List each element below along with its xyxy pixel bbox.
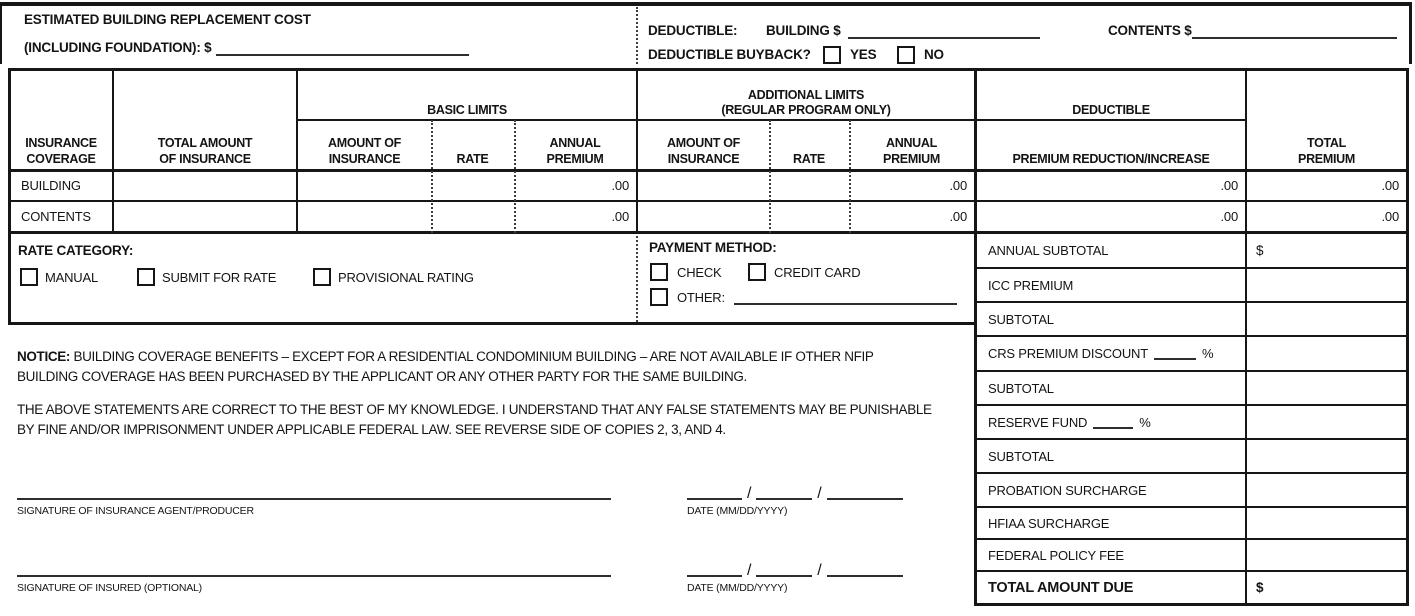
buyback-yes-checkbox[interactable] <box>823 46 841 64</box>
header-insurance-coverage: INSURANCE COVERAGE <box>25 136 97 166</box>
payment-method-title: PAYMENT METHOD: <box>649 240 777 255</box>
insured-signature-label: SIGNATURE OF INSURED (OPTIONAL) <box>17 582 202 594</box>
estimated-cost-field[interactable] <box>216 40 469 56</box>
reserve-fund-percent-field[interactable] <box>1093 416 1133 429</box>
summary-value-crs-discount[interactable] <box>1247 337 1406 370</box>
contents-total-premium-cell[interactable]: .00 <box>1381 209 1399 224</box>
table-right-border <box>1406 68 1409 606</box>
rate-submit-checkbox[interactable] <box>137 268 155 286</box>
agent-signature-line[interactable] <box>17 498 611 500</box>
insured-date-label: DATE (MM/DD/YYYY) <box>687 582 788 594</box>
payment-other-label: OTHER: <box>677 290 725 305</box>
summary-row-reserve-fund: RESERVE FUND % <box>988 414 1151 430</box>
contents-basic-premium-cell[interactable]: .00 <box>611 209 629 224</box>
buyback-no-label: NO <box>924 47 944 62</box>
payment-method-divider <box>636 236 638 322</box>
summary-row-subtotal-1: SUBTOTAL <box>988 311 1054 327</box>
contents-row-label: CONTENTS <box>21 209 91 224</box>
deductible-contents-field[interactable] <box>1192 23 1397 39</box>
agent-date-day-field[interactable] <box>756 484 812 500</box>
header-additional-amount: AMOUNT OF INSURANCE <box>667 136 740 166</box>
payment-check-label: CHECK <box>677 265 722 280</box>
top-left-border <box>0 2 2 64</box>
header-basic-limits: BASIC LIMITS <box>427 103 507 117</box>
header-basic-annual-premium: ANNUAL PREMIUM <box>546 136 604 166</box>
deductible-building-label: BUILDING $ <box>766 23 841 38</box>
building-row-label: BUILDING <box>21 178 81 193</box>
including-foundation-label: (INCLUDING FOUNDATION): $ <box>24 40 212 55</box>
rate-manual-checkbox[interactable] <box>20 268 38 286</box>
summary-value-subtotal-2[interactable] <box>1247 372 1406 404</box>
agent-date-field[interactable] <box>687 484 903 500</box>
header-additional-annual-premium: ANNUAL PREMIUM <box>883 136 940 166</box>
notice-paragraph-2-line-2: BY FINE AND/OR IMPRISONMENT UNDER APPLICABLE FEDERAL LAW. SEE REVERSE SIDE OF COPIES 2, 3, AND 4. <box>17 422 726 437</box>
notice-paragraph-1-line-1: NOTICE: BUILDING COVERAGE BENEFITS – EXCEPT FOR A RESIDENTIAL CONDOMINIUM BUILDING – ARE NOT AVAILABLE IF OTHER NFIP <box>17 349 874 364</box>
rate-manual-label: MANUAL <box>45 270 98 285</box>
rate-provisional-label: PROVISIONAL RATING <box>338 270 474 285</box>
deductible-building-field[interactable] <box>848 23 1040 39</box>
header-basic-amount: AMOUNT OF INSURANCE <box>328 136 401 166</box>
header-premium-reduction: PREMIUM REDUCTION/INCREASE <box>1012 152 1210 166</box>
insured-date-day-field[interactable] <box>756 561 812 577</box>
summary-row-subtotal-3: SUBTOTAL <box>988 448 1054 464</box>
date-slash: / <box>747 562 752 579</box>
payment-other-field[interactable] <box>734 290 957 305</box>
payment-check-checkbox[interactable] <box>650 263 668 281</box>
insured-signature-line[interactable] <box>17 575 611 577</box>
building-basic-premium-cell[interactable]: .00 <box>611 178 629 193</box>
summary-bottom-border <box>975 603 1409 606</box>
header-total-amount: TOTAL AMOUNT OF INSURANCE <box>157 136 253 166</box>
summary-row-annual-subtotal: ANNUAL SUBTOTAL <box>988 243 1109 258</box>
summary-value-reserve-fund[interactable] <box>1247 406 1406 438</box>
notice-label: NOTICE: <box>17 349 71 364</box>
summary-value-total-amount-due[interactable]: $ <box>1256 580 1264 595</box>
building-additional-premium-cell[interactable]: .00 <box>949 178 967 193</box>
header-additional-limits: ADDITIONAL LIMITS (REGULAR PROGRAM ONLY) <box>721 88 891 117</box>
summary-value-federal-policy-fee[interactable] <box>1247 540 1406 570</box>
summary-row-crs-discount: CRS PREMIUM DISCOUNT % <box>988 346 1214 361</box>
top-border <box>0 2 1412 6</box>
header-deductible-group: DEDUCTIBLE <box>1072 103 1150 117</box>
rate-provisional-checkbox[interactable] <box>313 268 331 286</box>
insured-date-field[interactable] <box>687 561 903 577</box>
notice-paragraph-2-line-1: THE ABOVE STATEMENTS ARE CORRECT TO THE BEST OF MY KNOWLEDGE. I UNDERSTAND THAT ANY FALSE STATEMENTS MAY BE PUNISHABLE <box>17 402 932 417</box>
summary-value-subtotal-3[interactable] <box>1247 440 1406 472</box>
buyback-yes-label: YES <box>850 47 877 62</box>
deductible-buyback-label: DEDUCTIBLE BUYBACK? <box>648 47 811 62</box>
top-right-border <box>1409 2 1412 64</box>
agent-signature-label: SIGNATURE OF INSURANCE AGENT/PRODUCER <box>17 505 254 517</box>
date-slash: / <box>817 485 822 502</box>
summary-row-total-amount-due: TOTAL AMOUNT DUE <box>988 579 1134 596</box>
header-additional-rate: RATE <box>793 152 825 166</box>
summary-value-hfiaa-surcharge[interactable] <box>1247 508 1406 538</box>
payment-other-checkbox[interactable] <box>650 288 668 306</box>
crs-discount-percent-field[interactable] <box>1154 347 1196 360</box>
insured-date-month-field[interactable] <box>687 561 742 577</box>
summary-row-icc-premium: ICC PREMIUM <box>988 277 1074 293</box>
building-premium-reduction-cell[interactable]: .00 <box>1220 178 1238 193</box>
summary-value-subtotal-1[interactable] <box>1247 303 1406 335</box>
summary-row-hfiaa-surcharge: HFIAA SURCHARGE <box>988 515 1110 531</box>
header-basic-rate: RATE <box>456 152 489 166</box>
contents-additional-premium-cell[interactable]: .00 <box>949 209 967 224</box>
summary-value-icc-premium[interactable] <box>1247 269 1406 301</box>
agent-date-label: DATE (MM/DD/YYYY) <box>687 505 788 517</box>
rate-box-bottom-border <box>8 322 977 325</box>
deductible-contents-label: CONTENTS $ <box>1108 23 1192 38</box>
rate-category-title: RATE CATEGORY: <box>18 243 134 258</box>
building-total-premium-cell[interactable]: .00 <box>1381 178 1399 193</box>
summary-value-annual-subtotal[interactable]: $ <box>1256 243 1264 258</box>
payment-credit-card-checkbox[interactable] <box>748 263 766 281</box>
contents-premium-reduction-cell[interactable]: .00 <box>1220 209 1238 224</box>
insured-date-year-field[interactable] <box>827 561 903 577</box>
header-total-premium: TOTAL PREMIUM <box>1298 136 1355 166</box>
estimated-cost-label: ESTIMATED BUILDING REPLACEMENT COST <box>24 12 311 27</box>
date-slash: / <box>817 562 822 579</box>
deductible-label: DEDUCTIBLE: <box>648 23 738 38</box>
date-slash: / <box>747 485 752 502</box>
notice-paragraph-1-line-2: BUILDING COVERAGE HAS BEEN PURCHASED BY THE APPLICANT OR ANY OTHER PARTY FOR THE SAME BUILDING. <box>17 369 747 384</box>
summary-value-probation-surcharge[interactable] <box>1247 474 1406 506</box>
top-strip-divider <box>636 7 638 64</box>
buyback-no-checkbox[interactable] <box>897 46 915 64</box>
summary-row-subtotal-2: SUBTOTAL <box>988 380 1054 396</box>
agent-date-month-field[interactable] <box>687 484 742 500</box>
payment-credit-card-label: CREDIT CARD <box>774 265 861 280</box>
agent-date-year-field[interactable] <box>827 484 903 500</box>
summary-row-probation-surcharge: PROBATION SURCHARGE <box>988 482 1147 498</box>
summary-row-federal-policy-fee: FEDERAL POLICY FEE <box>988 547 1124 563</box>
rate-submit-label: SUBMIT FOR RATE <box>162 270 277 285</box>
